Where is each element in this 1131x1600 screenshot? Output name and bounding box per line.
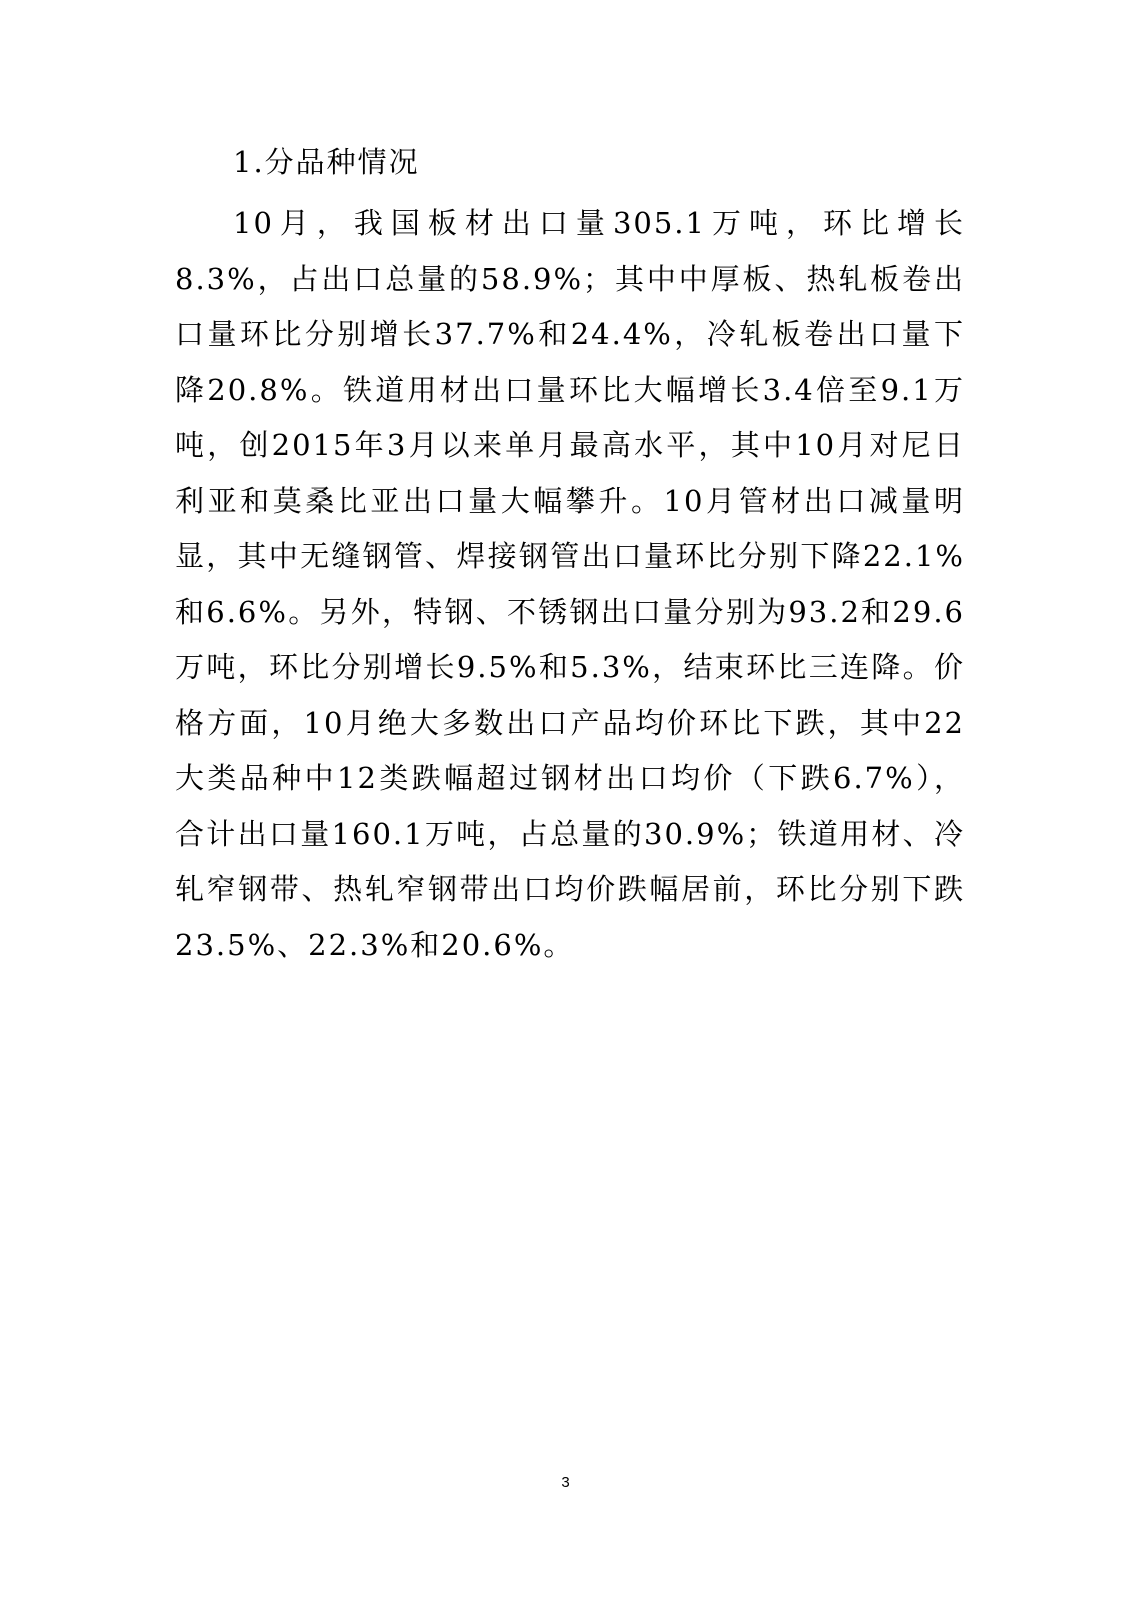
section-heading: 1.分品种情况 <box>233 145 420 179</box>
page-number: 3 <box>561 1474 570 1491</box>
body-paragraph: 10月，我国板材出口量305.1万吨，环比增长8.3%，占出口总量的58.9%；其中中厚板、热轧板卷出口量环比分别增长37.7%和24.4%，冷轧板卷出口量下降20.8%。铁道用材出口量环比大幅增长3.4倍至9.1万吨，创2015年3月以来单月最高水平，其中10月对尼日利亚和莫桑比亚出口量大幅攀升。10月管材出口减量明显，其中无缝钢管、焊接钢管出口量环比分别下降22.1%和6.6%。另外，特钢、不锈钢出口量分别为93.2和29.6万吨，环比分别增长9.5%和5.3%，结束环比三连降。价格方面，10月绝大多数出口产品均价环比下跌，其中22大类品种中12类跌幅超过钢材出口均价（下跌6.7%），合计出口量160.1万吨，占总量的30.9%；铁道用材、冷轧窄钢带、热轧窄钢带出口均价跌幅居前，环比分别下跌23.5%、22.3%和20.6%。 <box>175 206 965 962</box>
